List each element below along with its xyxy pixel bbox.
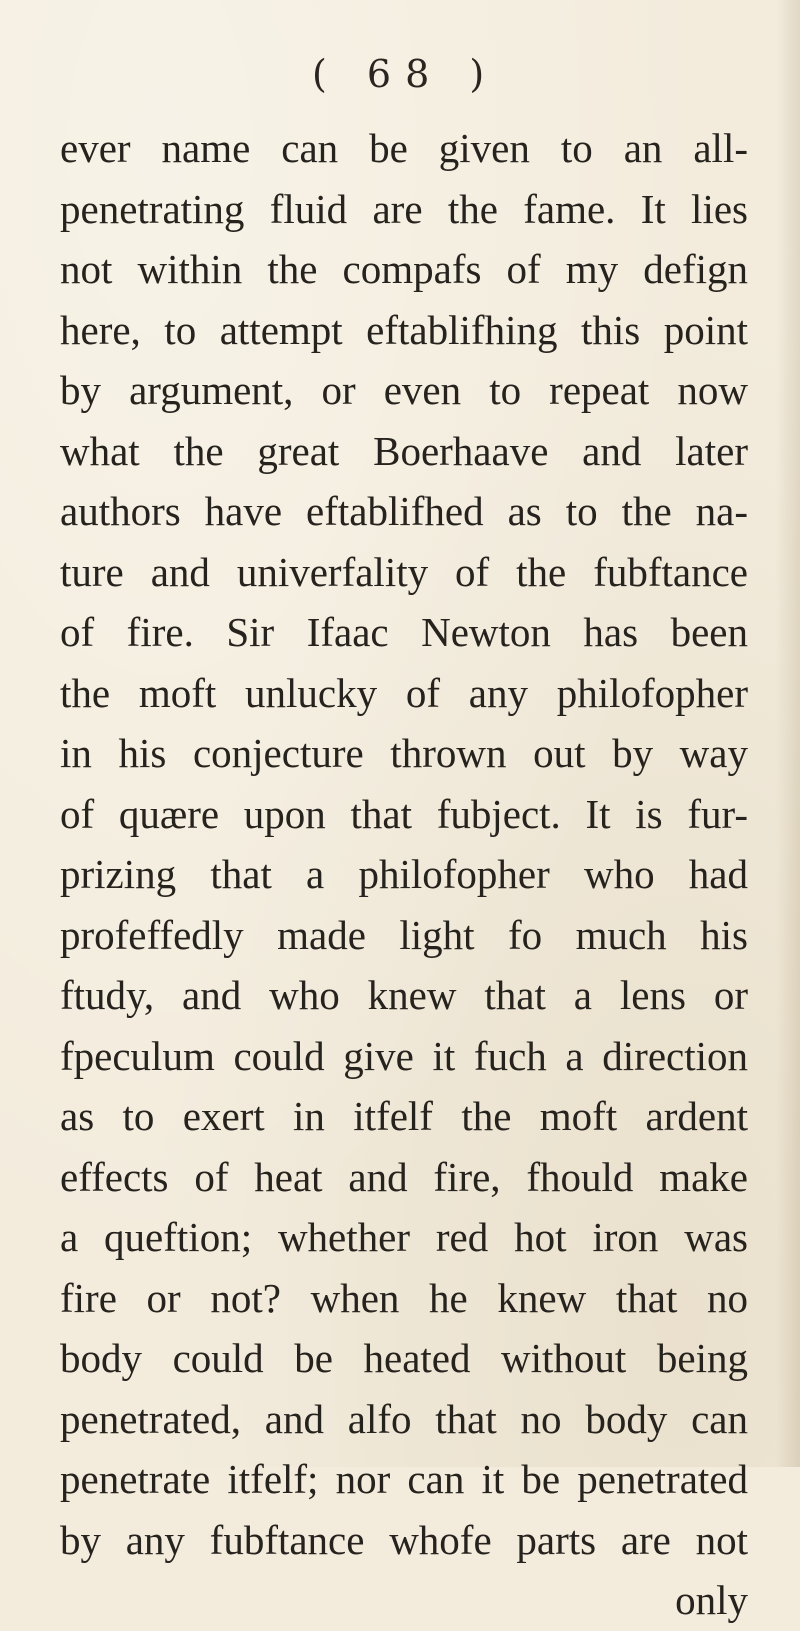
- text-line: fire or not? when he knew that no: [60, 1274, 748, 1321]
- text-line: fpeculum could give it fuch a direction: [60, 1032, 748, 1079]
- text-line: not within the compafs of my defign: [60, 246, 748, 292]
- text-line: authors have eftablifhed as to the na-: [60, 488, 748, 534]
- text-line: by argument, or even to repeat now: [60, 367, 748, 413]
- text-line: by any fubftance whofe parts are not: [60, 1516, 748, 1563]
- text-line: profeffedly made light fo much his: [60, 911, 748, 958]
- text-line: here, to attempt eftablifhing this point: [60, 306, 748, 353]
- page-number: ( 68 ): [312, 52, 499, 96]
- page-edge-shadow: [776, 0, 800, 1467]
- text-line: ture and univerfality of the fubftance: [60, 548, 748, 595]
- text-line: penetrated, and alfo that no body can: [60, 1395, 748, 1442]
- text-line: what the great Boerhaave and later: [60, 427, 748, 474]
- text-line: ftudy, and who knew that a lens or: [60, 972, 748, 1018]
- body-text: [60, 118, 748, 1631]
- text-line: a queftion; whether red hot iron was: [60, 1214, 748, 1260]
- text-line: of fire. Sir Ifaac Newton has been: [60, 609, 748, 655]
- text-line: effects of heat and fire, fhould make: [60, 1153, 748, 1200]
- text-line: body could be heated without being: [60, 1335, 748, 1381]
- text-line: penetrate itfelf; nor can it be penetrated: [60, 1456, 748, 1502]
- catchword: only: [675, 1577, 748, 1623]
- text-line: as to exert in itfelf the moft ardent: [60, 1093, 748, 1139]
- text-line: the moft unlucky of any philofopher: [60, 669, 748, 716]
- text-line: in his conjecture thrown out by way: [60, 730, 748, 776]
- text-line: ever name can be given to an all-: [60, 125, 748, 171]
- text-line: of quære upon that fubject. It is fur-: [60, 790, 748, 837]
- text-line: penetrating fluid are the fame. It lies: [60, 185, 748, 232]
- text-line: prizing that a philofopher who had: [60, 851, 748, 897]
